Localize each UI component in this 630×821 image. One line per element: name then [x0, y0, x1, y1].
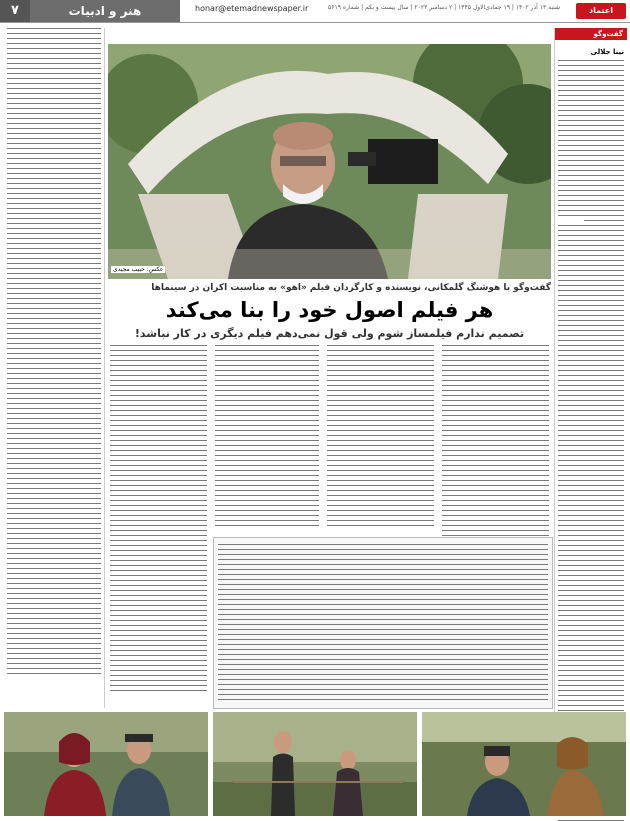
- continued-column: [4, 28, 105, 708]
- intro-text: [558, 60, 624, 821]
- continued-text: [7, 28, 101, 674]
- article-subhead: تصمیم ندارم فیلمساز شوم ولی قول نمی‌دهم فیلم دیگری در کار نباشد!: [134, 327, 525, 340]
- section-email[interactable]: honar@etemadnewspaper.ir: [195, 4, 309, 13]
- article-kicker: گفت‌و‌گو با هوشنگ گلمکانی، نویسنده و کارگردان فیلم «اهو» به مناسبت اکران در سینماها: [151, 283, 551, 293]
- intro-column: [554, 28, 627, 814]
- byline: نینا جلالی: [590, 48, 624, 56]
- body-column-2: [325, 345, 436, 535]
- film-still-2: [213, 712, 417, 816]
- body-column-3: [213, 345, 321, 535]
- film-still-3: [422, 712, 626, 816]
- photo-credit: عکس: حبیب مجیدی: [113, 266, 164, 273]
- main-photo: [108, 44, 551, 279]
- section-title: هنر و ادبیات: [30, 0, 180, 22]
- article-headline: هر فیلم اصول خود را بنا می‌کند: [165, 298, 494, 322]
- film-still-1: [4, 712, 208, 816]
- page-header: [0, 0, 630, 23]
- section-tag: گفت‌وگو: [555, 28, 627, 40]
- body-column-4: [108, 345, 209, 710]
- newspaper-logo: اعتماد: [576, 3, 626, 19]
- dateline: شنبه ۱۳ آذر ۱۴۰۲ | ۱۹ جمادی‌الاول ۱۴۴۵ | ۲ دسامبر ۲۰۲۳ | سال بیست و یکم | شماره ۵۶۱۹: [328, 4, 560, 11]
- boxed-text: [213, 537, 553, 709]
- page-number: ۷: [0, 0, 30, 22]
